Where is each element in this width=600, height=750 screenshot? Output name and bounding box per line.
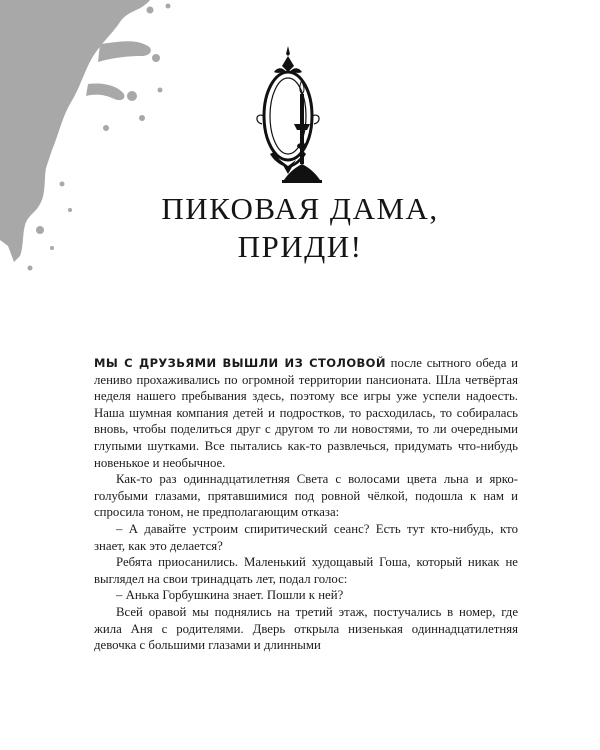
paragraph-3: – А давайте устроим спиритический сеанс? Есть тут кто-нибудь, кто знает, как это делается? xyxy=(94,521,518,553)
paragraph-4: Ребята приосанились. Маленький худощавый Гоша, который никак не выглядел на свои тринадцать лет, подал голос: xyxy=(94,555,518,586)
chapter-body xyxy=(94,355,518,654)
paragraph-2: Как-то раз одиннадцатилетняя Света с волосами цвета льна и ярко-голубыми глазами, прятавшимися под ровной чёлкой, подошла к нам и спросила тоном, не предполагающим отказа: xyxy=(94,472,518,520)
chapter-title xyxy=(0,190,600,266)
lead-in-text: МЫ С ДРУЗЬЯМИ ВЫШЛИ ИЗ СТОЛОВОЙ xyxy=(94,356,386,370)
paragraph-1 xyxy=(94,355,518,471)
paragraph-1-text: после сытного обеда и лениво прохаживались по огромной территории пансионата. Шла четвёртая неделя нашего пребывания здесь, поэтому все игры уже успели надоесть. Наша шумная компания детей и подростков, то расходилась, то собиралась вновь, чтобы поделиться друг с другом то ли новостями, то ли очередными глупыми шутками. Все пытались как-то развлечься, придумать что-нибудь новенькое и необычное. xyxy=(94,356,518,470)
paragraph-5: – Анька Горбушкина знает. Пошли к ней? xyxy=(116,588,344,603)
paragraph-6: Всей оравой мы поднялись на третий этаж, постучались в номер, где жила Аня с родителями. Дверь открыла низенькая одиннадцатилетняя девочка с большими глазами и длинными xyxy=(94,604,518,653)
chapter-title-line-2: ПРИДИ! xyxy=(237,229,363,264)
chapter-title-line-1: ПИКОВАЯ ДАМА, xyxy=(161,191,439,226)
mirror-candle-icon xyxy=(250,42,350,187)
